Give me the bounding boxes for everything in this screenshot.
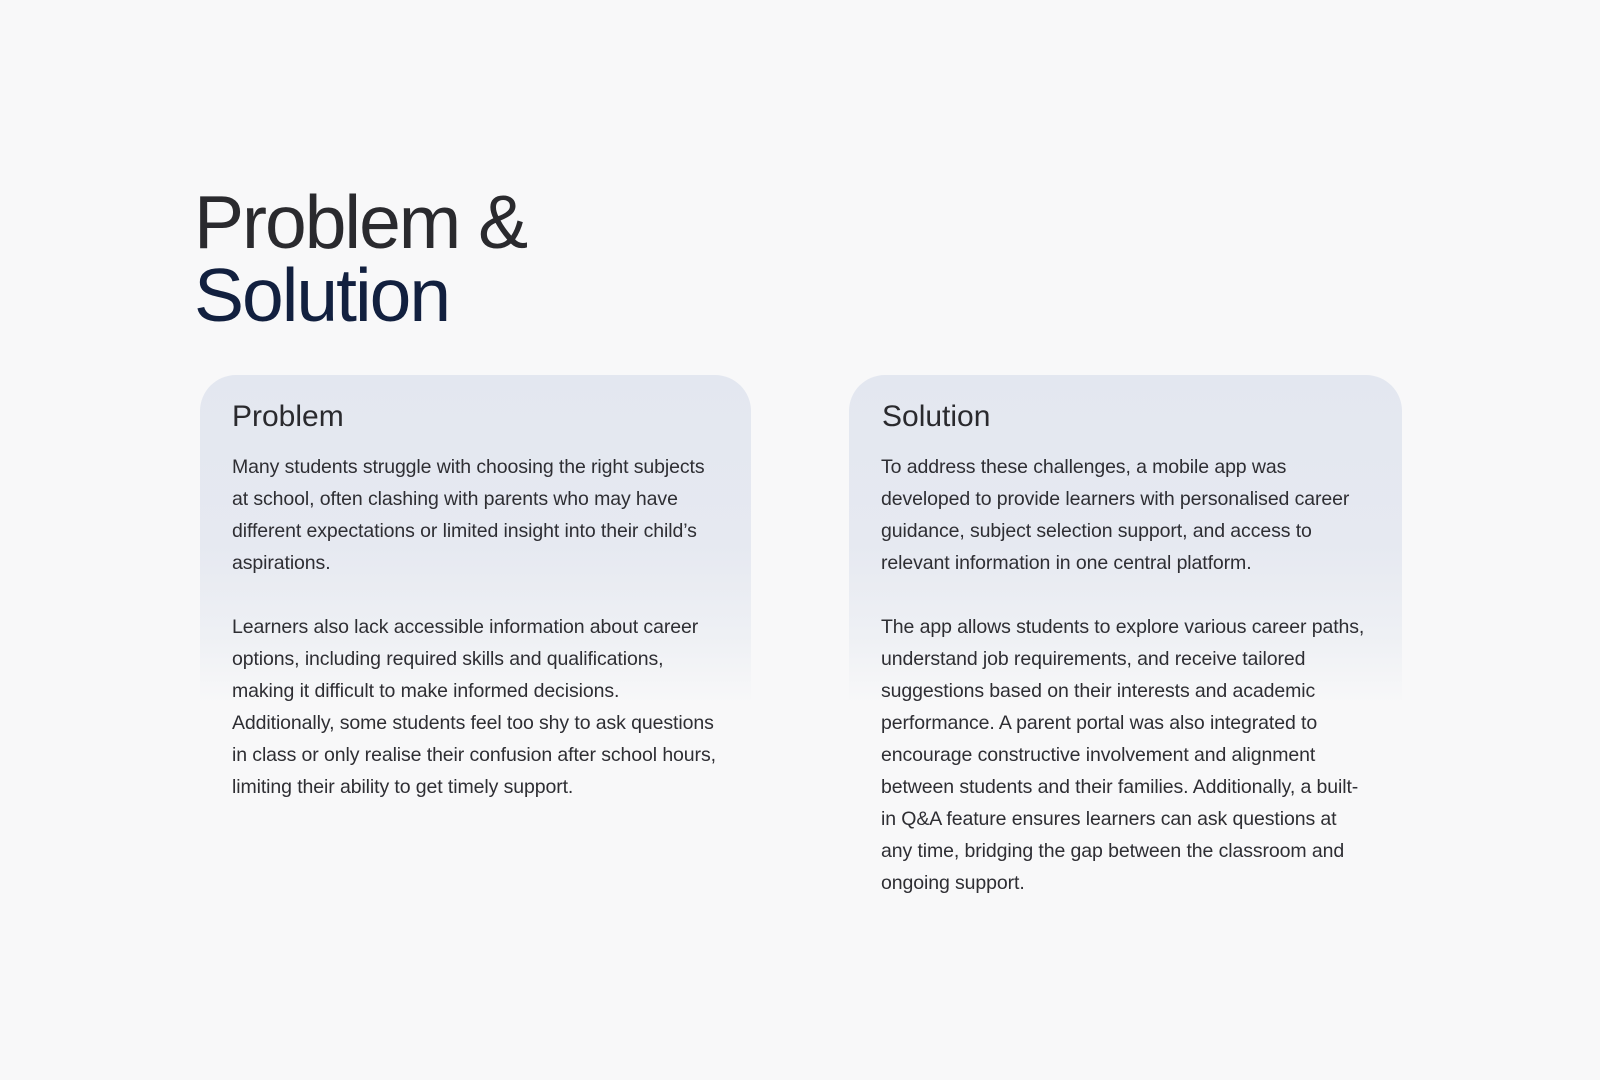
page-title-line-1: Problem & xyxy=(194,180,527,264)
problem-paragraph-2: Learners also lack accessible information about career options, including required skills and qualifications, making it difficult to make informed decisions. Additionally, some students feel too shy to ask questions in class or only realise their confusion after school hours, limiting their ability to get timely support. xyxy=(232,616,716,798)
solution-card-title: Solution xyxy=(882,400,991,433)
problem-card xyxy=(200,375,751,915)
solution-paragraph-1: To address these challenges, a mobile app was developed to provide learners with personalised career guidance, subject selection support, and access to relevant information in one central platform. xyxy=(881,456,1350,574)
page-title-line-2: Solution xyxy=(194,253,450,337)
solution-paragraph-2: The app allows students to explore various career paths, understand job requirements, and receive tailored suggestions based on their interests and academic performance. A parent portal was also integrated to encourage constructive involvement and alignment between students and their families. Additionally, a built-in Q&A feature ensures learners can ask questions at any time, bridging the gap between the classroom and ongoing support. xyxy=(881,616,1365,894)
problem-card-title: Problem xyxy=(232,400,344,433)
page-title xyxy=(194,180,527,337)
problem-paragraph-1: Many students struggle with choosing the right subjects at school, often clashing with parents who may have different expectations or limited insight into their child’s aspirations. xyxy=(232,456,705,574)
solution-card xyxy=(849,375,1402,915)
